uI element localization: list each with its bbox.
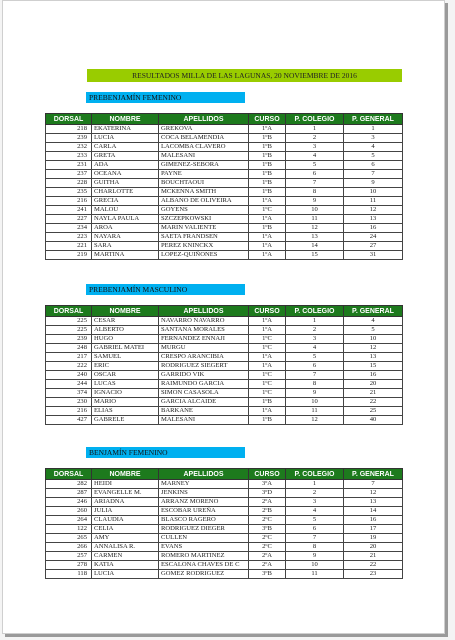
- cell-p-general: 4: [344, 317, 403, 326]
- cell-curso: 2ºA: [249, 552, 286, 561]
- cell-apellidos: FERNANDEZ ENNAJI: [159, 335, 249, 344]
- cell-p-colegio: 2: [286, 489, 344, 498]
- cell-apellidos: RAIMUNDO GARCIA: [159, 380, 249, 389]
- cell-p-colegio: 9: [286, 552, 344, 561]
- table-row: [46, 344, 403, 353]
- cell-nombre: KATIA: [92, 561, 159, 570]
- cell-apellidos: BARKANE: [159, 407, 249, 416]
- cell-curso: 2ºA: [249, 498, 286, 507]
- cell-dorsal: 260: [46, 507, 92, 516]
- cell-p-general: 16: [344, 371, 403, 380]
- column-header-p-colegio: P. COLEGIO: [286, 114, 344, 125]
- table-row: [46, 480, 403, 489]
- cell-curso: 1ºC: [249, 344, 286, 353]
- cell-p-colegio: 5: [286, 353, 344, 362]
- cell-apellidos: MURGU: [159, 344, 249, 353]
- cell-curso: 2ºC: [249, 516, 286, 525]
- table-header-row: [46, 469, 403, 480]
- cell-apellidos: NAVARRO NAVARRO: [159, 317, 249, 326]
- cell-p-general: 20: [344, 543, 403, 552]
- cell-dorsal: 216: [46, 407, 92, 416]
- cell-nombre: SARA: [92, 242, 159, 251]
- cell-p-general: 16: [344, 516, 403, 525]
- table-row: [46, 161, 403, 170]
- table-row: [46, 498, 403, 507]
- cell-dorsal: 240: [46, 371, 92, 380]
- cell-nombre: LUCIA: [92, 134, 159, 143]
- cell-dorsal: 221: [46, 242, 92, 251]
- table-row: [46, 371, 403, 380]
- section-title: PREBENJAMÍN FEMENINO: [86, 92, 245, 103]
- cell-nombre: LUCIA: [92, 570, 159, 579]
- cell-p-colegio: 3: [286, 335, 344, 344]
- cell-p-colegio: 13: [286, 233, 344, 242]
- cell-apellidos: CULLEN: [159, 534, 249, 543]
- cell-p-general: 23: [344, 570, 403, 579]
- column-header-nombre: NOMBRE: [92, 306, 159, 317]
- cell-apellidos: GOYENS: [159, 206, 249, 215]
- cell-curso: 1ºB: [249, 170, 286, 179]
- cell-dorsal: 231: [46, 161, 92, 170]
- cell-dorsal: 232: [46, 143, 92, 152]
- cell-p-colegio: 11: [286, 215, 344, 224]
- cell-dorsal: 227: [46, 215, 92, 224]
- cell-p-general: 5: [344, 326, 403, 335]
- cell-dorsal: 235: [46, 188, 92, 197]
- cell-nombre: CELIA: [92, 525, 159, 534]
- cell-dorsal: 282: [46, 480, 92, 489]
- cell-nombre: GABRIEL MATEI: [92, 344, 159, 353]
- cell-nombre: NAYLA PAULA: [92, 215, 159, 224]
- cell-nombre: HUGO: [92, 335, 159, 344]
- cell-nombre: EKATERINA: [92, 125, 159, 134]
- table-row: [46, 407, 403, 416]
- cell-dorsal: 241: [46, 206, 92, 215]
- table-row: [46, 215, 403, 224]
- cell-apellidos: RODRIGUEZ DIEGER: [159, 525, 249, 534]
- cell-p-general: 40: [344, 416, 403, 425]
- cell-p-general: 11: [344, 197, 403, 206]
- cell-dorsal: 266: [46, 543, 92, 552]
- cell-p-colegio: 3: [286, 143, 344, 152]
- column-header-dorsal: DORSAL: [46, 114, 92, 125]
- cell-dorsal: 264: [46, 516, 92, 525]
- cell-p-general: 20: [344, 380, 403, 389]
- cell-dorsal: 222: [46, 362, 92, 371]
- cell-apellidos: ALBANO DE OLIVEIRA: [159, 197, 249, 206]
- cell-apellidos: SZCZEPKOWSKI: [159, 215, 249, 224]
- cell-p-colegio: 8: [286, 543, 344, 552]
- cell-curso: 1ºA: [249, 362, 286, 371]
- cell-apellidos: BLASCO RAGERO: [159, 516, 249, 525]
- cell-p-colegio: 6: [286, 170, 344, 179]
- cell-dorsal: 374: [46, 389, 92, 398]
- cell-p-general: 21: [344, 552, 403, 561]
- cell-apellidos: MARIN VALIENTE: [159, 224, 249, 233]
- cell-apellidos: PEREZ KNINCKX: [159, 242, 249, 251]
- cell-p-general: 16: [344, 224, 403, 233]
- cell-p-general: 24: [344, 233, 403, 242]
- cell-p-general: 12: [344, 489, 403, 498]
- cell-p-colegio: 1: [286, 125, 344, 134]
- cell-apellidos: LACOMBA CLAVERO: [159, 143, 249, 152]
- cell-apellidos: CRESPO ARANCIBIA: [159, 353, 249, 362]
- cell-nombre: AROA: [92, 224, 159, 233]
- cell-nombre: JULIA: [92, 507, 159, 516]
- cell-p-general: 15: [344, 362, 403, 371]
- cell-nombre: ANNALISA R.: [92, 543, 159, 552]
- cell-curso: 1ºA: [249, 353, 286, 362]
- cell-apellidos: GARCIA ALCAIDE: [159, 398, 249, 407]
- cell-curso: 3ºB: [249, 570, 286, 579]
- table-row: [46, 170, 403, 179]
- cell-dorsal: 427: [46, 416, 92, 425]
- cell-p-general: 22: [344, 398, 403, 407]
- cell-dorsal: 219: [46, 251, 92, 260]
- cell-p-general: 10: [344, 188, 403, 197]
- cell-p-colegio: 4: [286, 507, 344, 516]
- cell-p-colegio: 9: [286, 197, 344, 206]
- cell-p-colegio: 3: [286, 498, 344, 507]
- cell-p-colegio: 1: [286, 317, 344, 326]
- cell-p-general: 7: [344, 480, 403, 489]
- column-header-apellidos: APELLIDOS: [159, 306, 249, 317]
- table-row: [46, 152, 403, 161]
- table-row: [46, 233, 403, 242]
- table-row: [46, 389, 403, 398]
- cell-nombre: ALBERTO: [92, 326, 159, 335]
- section-title: BENJAMÍN FEMENINO: [86, 447, 245, 458]
- table-row: [46, 570, 403, 579]
- cell-p-colegio: 11: [286, 570, 344, 579]
- table-row: [46, 489, 403, 498]
- column-header-curso: CURSO: [249, 114, 286, 125]
- cell-nombre: OSCAR: [92, 371, 159, 380]
- cell-p-general: 13: [344, 353, 403, 362]
- cell-p-colegio: 2: [286, 326, 344, 335]
- table-row: [46, 179, 403, 188]
- cell-dorsal: 278: [46, 561, 92, 570]
- cell-curso: 1ºB: [249, 188, 286, 197]
- column-header-dorsal: DORSAL: [46, 306, 92, 317]
- table-row: [46, 516, 403, 525]
- cell-curso: 1ºC: [249, 206, 286, 215]
- cell-apellidos: SANTANA MORALES: [159, 326, 249, 335]
- cell-curso: 1ºB: [249, 179, 286, 188]
- cell-curso: 1ºB: [249, 152, 286, 161]
- results-table: [45, 113, 403, 260]
- cell-curso: 3ºD: [249, 489, 286, 498]
- table-row: [46, 206, 403, 215]
- cell-apellidos: GOMEZ RODRIGUEZ: [159, 570, 249, 579]
- cell-curso: 2ºC: [249, 534, 286, 543]
- table-row: [46, 353, 403, 362]
- column-header-dorsal: DORSAL: [46, 469, 92, 480]
- cell-apellidos: ESCOBAR UREÑA: [159, 507, 249, 516]
- table-row: [46, 398, 403, 407]
- cell-p-colegio: 12: [286, 416, 344, 425]
- cell-p-general: 3: [344, 134, 403, 143]
- cell-apellidos: LOPEZ-QUIÑONES: [159, 251, 249, 260]
- cell-p-general: 5: [344, 152, 403, 161]
- cell-nombre: EVANGELLE M.: [92, 489, 159, 498]
- cell-nombre: MARTINA: [92, 251, 159, 260]
- cell-p-general: 12: [344, 206, 403, 215]
- table-row: [46, 125, 403, 134]
- table-row: [46, 380, 403, 389]
- cell-nombre: CARLA: [92, 143, 159, 152]
- cell-nombre: ADA: [92, 161, 159, 170]
- cell-p-colegio: 10: [286, 398, 344, 407]
- cell-curso: 1ºB: [249, 143, 286, 152]
- results-table: [45, 468, 403, 579]
- cell-p-colegio: 10: [286, 206, 344, 215]
- cell-apellidos: JENKINS: [159, 489, 249, 498]
- cell-nombre: NAYARA: [92, 233, 159, 242]
- cell-curso: 1ºA: [249, 242, 286, 251]
- cell-nombre: ARIADNA: [92, 498, 159, 507]
- cell-p-general: 13: [344, 498, 403, 507]
- cell-p-general: 4: [344, 143, 403, 152]
- column-header-p-colegio: P. COLEGIO: [286, 469, 344, 480]
- table-row: [46, 543, 403, 552]
- column-header-apellidos: APELLIDOS: [159, 469, 249, 480]
- cell-apellidos: EVANS: [159, 543, 249, 552]
- table-row: [46, 525, 403, 534]
- cell-curso: 1ºC: [249, 335, 286, 344]
- cell-dorsal: 118: [46, 570, 92, 579]
- cell-nombre: CHARLOTTE: [92, 188, 159, 197]
- cell-dorsal: 244: [46, 380, 92, 389]
- cell-p-colegio: 11: [286, 407, 344, 416]
- cell-apellidos: ARRANZ MORENO: [159, 498, 249, 507]
- cell-curso: 1ºB: [249, 416, 286, 425]
- cell-p-colegio: 10: [286, 561, 344, 570]
- table-row: [46, 224, 403, 233]
- cell-curso: 1ºB: [249, 224, 286, 233]
- cell-p-colegio: 7: [286, 534, 344, 543]
- cell-apellidos: GARRIDO VIK: [159, 371, 249, 380]
- cell-apellidos: RODRIGUEZ SIEGERT: [159, 362, 249, 371]
- cell-curso: 3ºA: [249, 480, 286, 489]
- table-row: [46, 242, 403, 251]
- cell-nombre: SAMUEL: [92, 353, 159, 362]
- cell-p-colegio: 8: [286, 380, 344, 389]
- cell-nombre: HEIDI: [92, 480, 159, 489]
- cell-apellidos: GREKOVA: [159, 125, 249, 134]
- cell-p-colegio: 7: [286, 179, 344, 188]
- cell-curso: 1ºA: [249, 317, 286, 326]
- cell-p-general: 19: [344, 534, 403, 543]
- cell-curso: 1ºA: [249, 197, 286, 206]
- cell-curso: 1ºC: [249, 389, 286, 398]
- cell-dorsal: 248: [46, 344, 92, 353]
- cell-curso: 1ºB: [249, 134, 286, 143]
- column-header-nombre: NOMBRE: [92, 469, 159, 480]
- table-row: [46, 134, 403, 143]
- column-header-p-general: P. GENERAL: [344, 306, 403, 317]
- cell-curso: 2ºB: [249, 507, 286, 516]
- cell-dorsal: 257: [46, 552, 92, 561]
- cell-p-general: 27: [344, 242, 403, 251]
- cell-p-general: 6: [344, 161, 403, 170]
- cell-nombre: MARIO: [92, 398, 159, 407]
- table-row: [46, 362, 403, 371]
- table-header-row: [46, 114, 403, 125]
- table-row: [46, 552, 403, 561]
- cell-p-general: 7: [344, 170, 403, 179]
- cell-apellidos: COCA BELAMENDIA: [159, 134, 249, 143]
- cell-p-colegio: 12: [286, 224, 344, 233]
- cell-p-colegio: 5: [286, 161, 344, 170]
- table-row: [46, 326, 403, 335]
- table-row: [46, 317, 403, 326]
- cell-dorsal: 228: [46, 179, 92, 188]
- column-header-p-colegio: P. COLEGIO: [286, 306, 344, 317]
- cell-curso: 1ºA: [249, 215, 286, 224]
- cell-curso: 1ºB: [249, 161, 286, 170]
- cell-p-colegio: 2: [286, 134, 344, 143]
- cell-curso: 1ºA: [249, 326, 286, 335]
- cell-p-colegio: 4: [286, 344, 344, 353]
- cell-nombre: GRETA: [92, 152, 159, 161]
- table-row: [46, 561, 403, 570]
- table-row: [46, 416, 403, 425]
- cell-dorsal: 218: [46, 125, 92, 134]
- column-header-p-general: P. GENERAL: [344, 469, 403, 480]
- cell-nombre: CARMEN: [92, 552, 159, 561]
- cell-dorsal: 239: [46, 335, 92, 344]
- cell-p-general: 21: [344, 389, 403, 398]
- column-header-apellidos: APELLIDOS: [159, 114, 249, 125]
- cell-apellidos: SAETA FRANDSEN: [159, 233, 249, 242]
- cell-p-colegio: 8: [286, 188, 344, 197]
- cell-dorsal: 233: [46, 152, 92, 161]
- cell-nombre: ERIC: [92, 362, 159, 371]
- cell-nombre: ELIAS: [92, 407, 159, 416]
- cell-dorsal: 225: [46, 326, 92, 335]
- cell-p-general: 25: [344, 407, 403, 416]
- cell-dorsal: 122: [46, 525, 92, 534]
- column-header-nombre: NOMBRE: [92, 114, 159, 125]
- column-header-curso: CURSO: [249, 469, 286, 480]
- cell-apellidos: PAYNE: [159, 170, 249, 179]
- cell-p-colegio: 9: [286, 389, 344, 398]
- table-row: [46, 197, 403, 206]
- cell-curso: 2ºA: [249, 561, 286, 570]
- cell-curso: 1ºC: [249, 371, 286, 380]
- cell-apellidos: MALESANI: [159, 152, 249, 161]
- cell-apellidos: MCKENNA SMITH: [159, 188, 249, 197]
- cell-dorsal: 230: [46, 398, 92, 407]
- cell-curso: 3ºB: [249, 525, 286, 534]
- cell-p-general: 14: [344, 507, 403, 516]
- cell-p-general: 9: [344, 179, 403, 188]
- cell-curso: 1ºA: [249, 251, 286, 260]
- cell-dorsal: 223: [46, 233, 92, 242]
- cell-apellidos: SIMON CASASOLA: [159, 389, 249, 398]
- results-title: RESULTADOS MILLA DE LAS LAGUNAS, 20 NOVIEMBRE DE 2016: [87, 69, 402, 82]
- column-header-p-general: P. GENERAL: [344, 114, 403, 125]
- cell-curso: 1ºA: [249, 407, 286, 416]
- table-header-row: [46, 306, 403, 317]
- table-row: [46, 534, 403, 543]
- cell-curso: 1ºA: [249, 125, 286, 134]
- cell-nombre: AMY: [92, 534, 159, 543]
- cell-p-general: 17: [344, 525, 403, 534]
- cell-nombre: GABRELE: [92, 416, 159, 425]
- cell-p-colegio: 6: [286, 525, 344, 534]
- cell-dorsal: 234: [46, 224, 92, 233]
- cell-p-general: 13: [344, 215, 403, 224]
- cell-curso: 1ºB: [249, 398, 286, 407]
- table-row: [46, 251, 403, 260]
- cell-nombre: CESAR: [92, 317, 159, 326]
- table-row: [46, 143, 403, 152]
- cell-p-colegio: 6: [286, 362, 344, 371]
- cell-nombre: CLAUDIA: [92, 516, 159, 525]
- cell-dorsal: 287: [46, 489, 92, 498]
- results-table: [45, 305, 403, 425]
- cell-p-colegio: 4: [286, 152, 344, 161]
- cell-apellidos: MALESANI: [159, 416, 249, 425]
- cell-apellidos: GIMENEZ-SEBORA: [159, 161, 249, 170]
- cell-nombre: OCEANA: [92, 170, 159, 179]
- cell-apellidos: ROMERO MARTINEZ: [159, 552, 249, 561]
- table-row: [46, 335, 403, 344]
- cell-nombre: MALOU: [92, 206, 159, 215]
- cell-dorsal: 265: [46, 534, 92, 543]
- cell-dorsal: 239: [46, 134, 92, 143]
- cell-p-colegio: 15: [286, 251, 344, 260]
- cell-apellidos: ESCALONA CHAVES DE C: [159, 561, 249, 570]
- cell-dorsal: 246: [46, 498, 92, 507]
- cell-curso: 1ºC: [249, 380, 286, 389]
- table-row: [46, 188, 403, 197]
- column-header-curso: CURSO: [249, 306, 286, 317]
- table-row: [46, 507, 403, 516]
- cell-p-colegio: 14: [286, 242, 344, 251]
- cell-apellidos: BOUCHTAOUI: [159, 179, 249, 188]
- cell-p-colegio: 1: [286, 480, 344, 489]
- section-title: PREBENJAMÍN MASCULINO: [86, 284, 245, 295]
- cell-nombre: IGNACIO: [92, 389, 159, 398]
- cell-apellidos: MARNEY: [159, 480, 249, 489]
- cell-curso: 2ºC: [249, 543, 286, 552]
- cell-p-general: 1: [344, 125, 403, 134]
- cell-dorsal: 237: [46, 170, 92, 179]
- cell-p-general: 31: [344, 251, 403, 260]
- cell-p-general: 22: [344, 561, 403, 570]
- cell-nombre: LUCAS: [92, 380, 159, 389]
- cell-p-colegio: 7: [286, 371, 344, 380]
- cell-dorsal: 225: [46, 317, 92, 326]
- cell-p-colegio: 5: [286, 516, 344, 525]
- cell-dorsal: 216: [46, 197, 92, 206]
- cell-p-general: 10: [344, 335, 403, 344]
- cell-nombre: GUITHA: [92, 179, 159, 188]
- cell-p-general: 12: [344, 344, 403, 353]
- cell-nombre: GRECIA: [92, 197, 159, 206]
- cell-dorsal: 217: [46, 353, 92, 362]
- cell-curso: 1ºA: [249, 233, 286, 242]
